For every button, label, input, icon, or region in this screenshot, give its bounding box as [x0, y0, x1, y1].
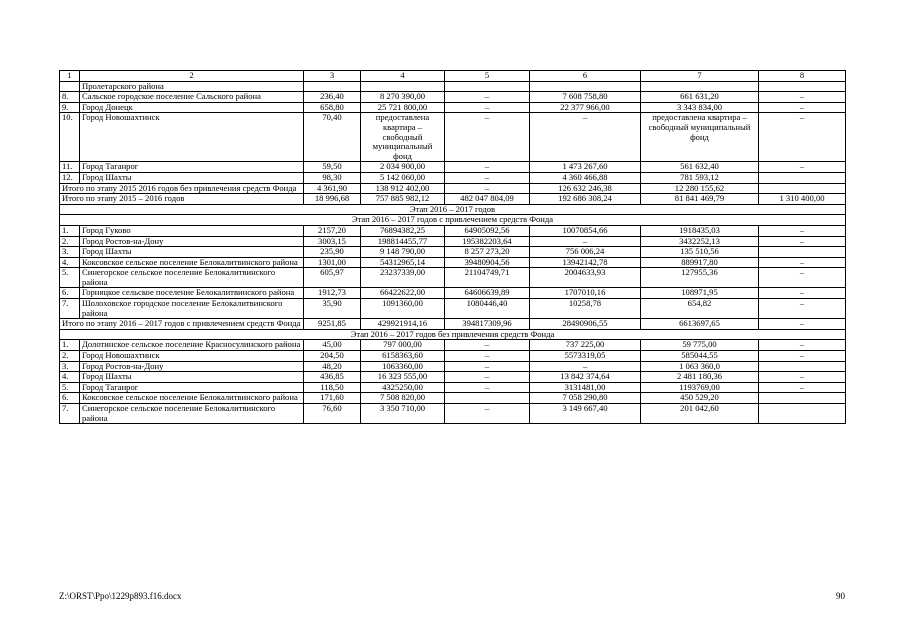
total-cell: –	[445, 183, 530, 194]
table-cell: 654,82	[641, 299, 759, 319]
table-cell: 1 063 360,0	[641, 361, 759, 372]
table-cell: –	[759, 351, 846, 362]
row-number: 5.	[60, 268, 80, 288]
row-name: Синегорское сельское поселение Белокалитвинского района	[80, 268, 304, 288]
table-cell: 2 481 180,36	[641, 372, 759, 383]
table-cell: –	[759, 268, 846, 288]
table-cell: 13 842 374,64	[530, 372, 641, 383]
section-title: Этап 2016 – 2017 годов с привлечением средств Фонда	[60, 215, 846, 226]
table-row	[60, 351, 846, 362]
table-cell: 4 360 466,88	[530, 172, 641, 183]
table-row	[60, 172, 846, 183]
header-cell: 7	[641, 71, 759, 82]
table-row	[60, 81, 846, 92]
table-cell	[759, 393, 846, 404]
table-cell: 585044,55	[641, 351, 759, 362]
table-cell: 21104749,71	[445, 268, 530, 288]
table-cell: –	[445, 162, 530, 173]
table-cell: 661 631,20	[641, 92, 759, 103]
row-name: Коксовское сельское поселение Белокалитвинского района	[80, 393, 304, 404]
table-cell: –	[445, 102, 530, 113]
row-name: Шолоховское городское поселение Белокалитвинского района	[80, 299, 304, 319]
row-number: 3.	[60, 247, 80, 258]
table-cell: 64606639,89	[445, 288, 530, 299]
section-row	[60, 204, 846, 215]
table-cell: –	[759, 257, 846, 268]
table-cell: –	[445, 92, 530, 103]
table-cell: 7 058 290,80	[530, 393, 641, 404]
header-cell: 1	[60, 71, 80, 82]
table-cell: –	[759, 92, 846, 103]
table-cell: 3 149 667,40	[530, 404, 641, 424]
table-cell	[759, 172, 846, 183]
table-cell: 5573319,05	[530, 351, 641, 362]
row-number	[60, 81, 80, 92]
table-row	[60, 382, 846, 393]
table-cell: –	[445, 351, 530, 362]
row-number: 2.	[60, 351, 80, 362]
row-name: Коксовское сельское поселение Белокалитвинского района	[80, 257, 304, 268]
table-cell: 171,60	[304, 393, 361, 404]
total-cell: 757 885 982,12	[361, 194, 445, 205]
table-cell: 3 343 834,00	[641, 102, 759, 113]
row-name: Город Донецк	[80, 102, 304, 113]
table-cell: 5 142 060,00	[361, 172, 445, 183]
total-cell: 9251,85	[304, 319, 361, 330]
table-cell	[361, 81, 445, 92]
row-name: Город Шахты	[80, 247, 304, 258]
table-cell: 436,85	[304, 372, 361, 383]
table-cell: –	[759, 288, 846, 299]
table-cell: 2004633,93	[530, 268, 641, 288]
section-title: Этап 2016 – 2017 годов без привлечения средств Фонда	[60, 329, 846, 340]
table-cell: 22 377 966,00	[530, 102, 641, 113]
total-label: Итого по этапу 2015 2016 годов без привлечения средств Фонда	[60, 183, 304, 194]
row-number: 6.	[60, 393, 80, 404]
table-cell: –	[530, 236, 641, 247]
document-path: Z:\ORST\Ppo\1229p893.f16.docx	[59, 591, 182, 601]
table-cell: 59 775,00	[641, 340, 759, 351]
total-cell: 138 912 402,00	[361, 183, 445, 194]
table-cell: 23237339,00	[361, 268, 445, 288]
row-name: Синегорское сельское поселение Белокалитвинского района	[80, 404, 304, 424]
table-cell: 48,20	[304, 361, 361, 372]
row-number: 9.	[60, 102, 80, 113]
row-number: 3.	[60, 361, 80, 372]
table-row	[60, 247, 846, 258]
table-cell: 797 000,00	[361, 340, 445, 351]
total-cell: 18 996,68	[304, 194, 361, 205]
total-row	[60, 194, 846, 205]
total-label: Итого по этапу 2015 – 2016 годов	[60, 194, 304, 205]
row-number: 4.	[60, 257, 80, 268]
table-cell: 204,50	[304, 351, 361, 362]
total-cell: 28490906,55	[530, 319, 641, 330]
table-cell: 889917,80	[641, 257, 759, 268]
row-name: Город Шахты	[80, 172, 304, 183]
table-row	[60, 340, 846, 351]
table-row	[60, 236, 846, 247]
table-cell: 3432252,13	[641, 236, 759, 247]
table-cell: предоставлена квартира – свободный муниципальный фонд	[361, 113, 445, 162]
table-cell: 64905092,56	[445, 225, 530, 236]
table-cell: 3003,15	[304, 236, 361, 247]
table-cell: 2 034 900,00	[361, 162, 445, 173]
table-cell: –	[445, 372, 530, 383]
table-cell: –	[530, 361, 641, 372]
table-cell: 54312965,14	[361, 257, 445, 268]
table-cell	[759, 361, 846, 372]
row-number: 1.	[60, 225, 80, 236]
table-cell	[304, 81, 361, 92]
row-name: Город Новошахтинск	[80, 113, 304, 162]
table-cell: –	[759, 236, 846, 247]
table-cell: 781 593,12	[641, 172, 759, 183]
table-cell: –	[759, 382, 846, 393]
row-name: Город Таганрог	[80, 382, 304, 393]
table-row	[60, 257, 846, 268]
table-cell: 135 510,56	[641, 247, 759, 258]
table-cell: –	[759, 102, 846, 113]
row-number: 8.	[60, 92, 80, 103]
table-row	[60, 361, 846, 372]
section-row	[60, 215, 846, 226]
total-cell: 4 361,90	[304, 183, 361, 194]
table-cell: 10258,78	[530, 299, 641, 319]
row-number: 7.	[60, 404, 80, 424]
row-number: 6.	[60, 288, 80, 299]
row-number: 10.	[60, 113, 80, 162]
table-cell: 76,60	[304, 404, 361, 424]
table-cell: –	[445, 361, 530, 372]
table-cell: 13942142,78	[530, 257, 641, 268]
table-cell: –	[445, 382, 530, 393]
table-cell: –	[759, 372, 846, 383]
table-cell: 1912,73	[304, 288, 361, 299]
table-cell	[759, 404, 846, 424]
table-cell	[445, 81, 530, 92]
table-row	[60, 393, 846, 404]
total-cell: 482 047 804,09	[445, 194, 530, 205]
funding-table	[59, 70, 846, 424]
table-cell: 1918435,03	[641, 225, 759, 236]
table-cell: 3 350 710,00	[361, 404, 445, 424]
total-cell: 6613697,65	[641, 319, 759, 330]
row-name: Сальское городское поселение Сальского района	[80, 92, 304, 103]
table-cell: 39480904,56	[445, 257, 530, 268]
total-cell: 394817309,96	[445, 319, 530, 330]
total-cell: 1 310 400,00	[759, 194, 846, 205]
row-name: Долотинское сельское поселение Красносулинского района	[80, 340, 304, 351]
table-cell: –	[445, 113, 530, 162]
row-name: Горняцкое сельское поселение Белокалитвинского района	[80, 288, 304, 299]
table-cell: 658,80	[304, 102, 361, 113]
total-cell: 12 280 155,62	[641, 183, 759, 194]
header-cell: 3	[304, 71, 361, 82]
table-cell: 1 473 267,60	[530, 162, 641, 173]
row-name: Город Гуково	[80, 225, 304, 236]
row-name: Город Ростов-на-Дону	[80, 236, 304, 247]
header-cell: 4	[361, 71, 445, 82]
row-name: Пролетарского района	[80, 81, 304, 92]
table-cell: предоставлена квартира – свободный муниципальный фонд	[641, 113, 759, 162]
header-cell: 2	[80, 71, 304, 82]
table-cell: 9 148 790,00	[361, 247, 445, 258]
table-cell: –	[759, 340, 846, 351]
table-cell: 8 257 273,20	[445, 247, 530, 258]
table-row	[60, 372, 846, 383]
table-cell: –	[445, 404, 530, 424]
table-row	[60, 404, 846, 424]
table-cell: 7 508 820,00	[361, 393, 445, 404]
table-cell: 127955,36	[641, 268, 759, 288]
section-row	[60, 329, 846, 340]
table-cell: 561 632,40	[641, 162, 759, 173]
table-cell: 235,90	[304, 247, 361, 258]
table-cell: 198814455,77	[361, 236, 445, 247]
table-row	[60, 299, 846, 319]
table-cell: 1193769,00	[641, 382, 759, 393]
table-cell: 108971,95	[641, 288, 759, 299]
table-cell: 605,97	[304, 268, 361, 288]
table-cell: 1707010,16	[530, 288, 641, 299]
row-number: 11.	[60, 162, 80, 173]
table-cell: 3131481,00	[530, 382, 641, 393]
total-cell: 192 686 308,24	[530, 194, 641, 205]
table-cell: –	[759, 225, 846, 236]
row-number: 7.	[60, 299, 80, 319]
header-cell: 6	[530, 71, 641, 82]
table-cell: 8 270 390,00	[361, 92, 445, 103]
row-number: 12.	[60, 172, 80, 183]
row-number: 2.	[60, 236, 80, 247]
row-number: 5.	[60, 382, 80, 393]
row-name: Город Новошахтинск	[80, 351, 304, 362]
total-cell: 81 841 469,79	[641, 194, 759, 205]
table-cell: 59,50	[304, 162, 361, 173]
table-cell	[530, 81, 641, 92]
table-cell: 756 006,24	[530, 247, 641, 258]
total-row	[60, 183, 846, 194]
table-cell: 737 225,00	[530, 340, 641, 351]
table-cell	[759, 247, 846, 258]
header-cell: 8	[759, 71, 846, 82]
table-row	[60, 102, 846, 113]
table-cell: 70,40	[304, 113, 361, 162]
table-cell: –	[445, 340, 530, 351]
row-number: 4.	[60, 372, 80, 383]
table-cell: 45,00	[304, 340, 361, 351]
table-cell: 236,40	[304, 92, 361, 103]
table-cell: 1063360,00	[361, 361, 445, 372]
table-cell: –	[759, 299, 846, 319]
total-row	[60, 319, 846, 330]
table-cell: 1301,00	[304, 257, 361, 268]
table-cell: 4325250,00	[361, 382, 445, 393]
table-cell: 118,50	[304, 382, 361, 393]
total-cell: –	[759, 319, 846, 330]
total-cell: 429921914,16	[361, 319, 445, 330]
table-cell: 6158363,60	[361, 351, 445, 362]
table-row	[60, 268, 846, 288]
total-label: Итого по этапу 2016 – 2017 годов с привлечением средств Фонда	[60, 319, 304, 330]
table-cell	[759, 81, 846, 92]
table-cell: 35,90	[304, 299, 361, 319]
table-cell: 201 042,60	[641, 404, 759, 424]
section-title: Этап 2016 – 2017 годов	[60, 204, 846, 215]
table-row	[60, 288, 846, 299]
table-cell: 450 529,20	[641, 393, 759, 404]
table-row	[60, 113, 846, 162]
table-cell: 1091360,00	[361, 299, 445, 319]
row-name: Город Шахты	[80, 372, 304, 383]
table-cell	[445, 393, 530, 404]
table-cell	[641, 81, 759, 92]
table-cell: 25 721 800,00	[361, 102, 445, 113]
table-cell: 7 608 758,80	[530, 92, 641, 103]
table-cell: –	[445, 172, 530, 183]
row-name: Город Ростов-на-Дону	[80, 361, 304, 372]
table-row	[60, 92, 846, 103]
row-name: Город Таганрог	[80, 162, 304, 173]
header-row	[60, 71, 846, 82]
table-cell: –	[759, 162, 846, 173]
table-cell: 2157,20	[304, 225, 361, 236]
table-cell: 16 323 555,00	[361, 372, 445, 383]
table-cell: 98,30	[304, 172, 361, 183]
page-number: 90	[836, 591, 845, 601]
table-row	[60, 162, 846, 173]
header-cell: 5	[445, 71, 530, 82]
table-cell: 195382203,64	[445, 236, 530, 247]
table-cell: 66422622,00	[361, 288, 445, 299]
table-cell: –	[530, 113, 641, 162]
total-cell: 126 632 246,38	[530, 183, 641, 194]
total-cell	[759, 183, 846, 194]
table-row	[60, 225, 846, 236]
table-cell: 10070854,66	[530, 225, 641, 236]
table-cell: 1080446,40	[445, 299, 530, 319]
table-cell: 76894382,25	[361, 225, 445, 236]
table-body	[60, 71, 846, 424]
table-cell: –	[759, 113, 846, 162]
row-number: 1.	[60, 340, 80, 351]
